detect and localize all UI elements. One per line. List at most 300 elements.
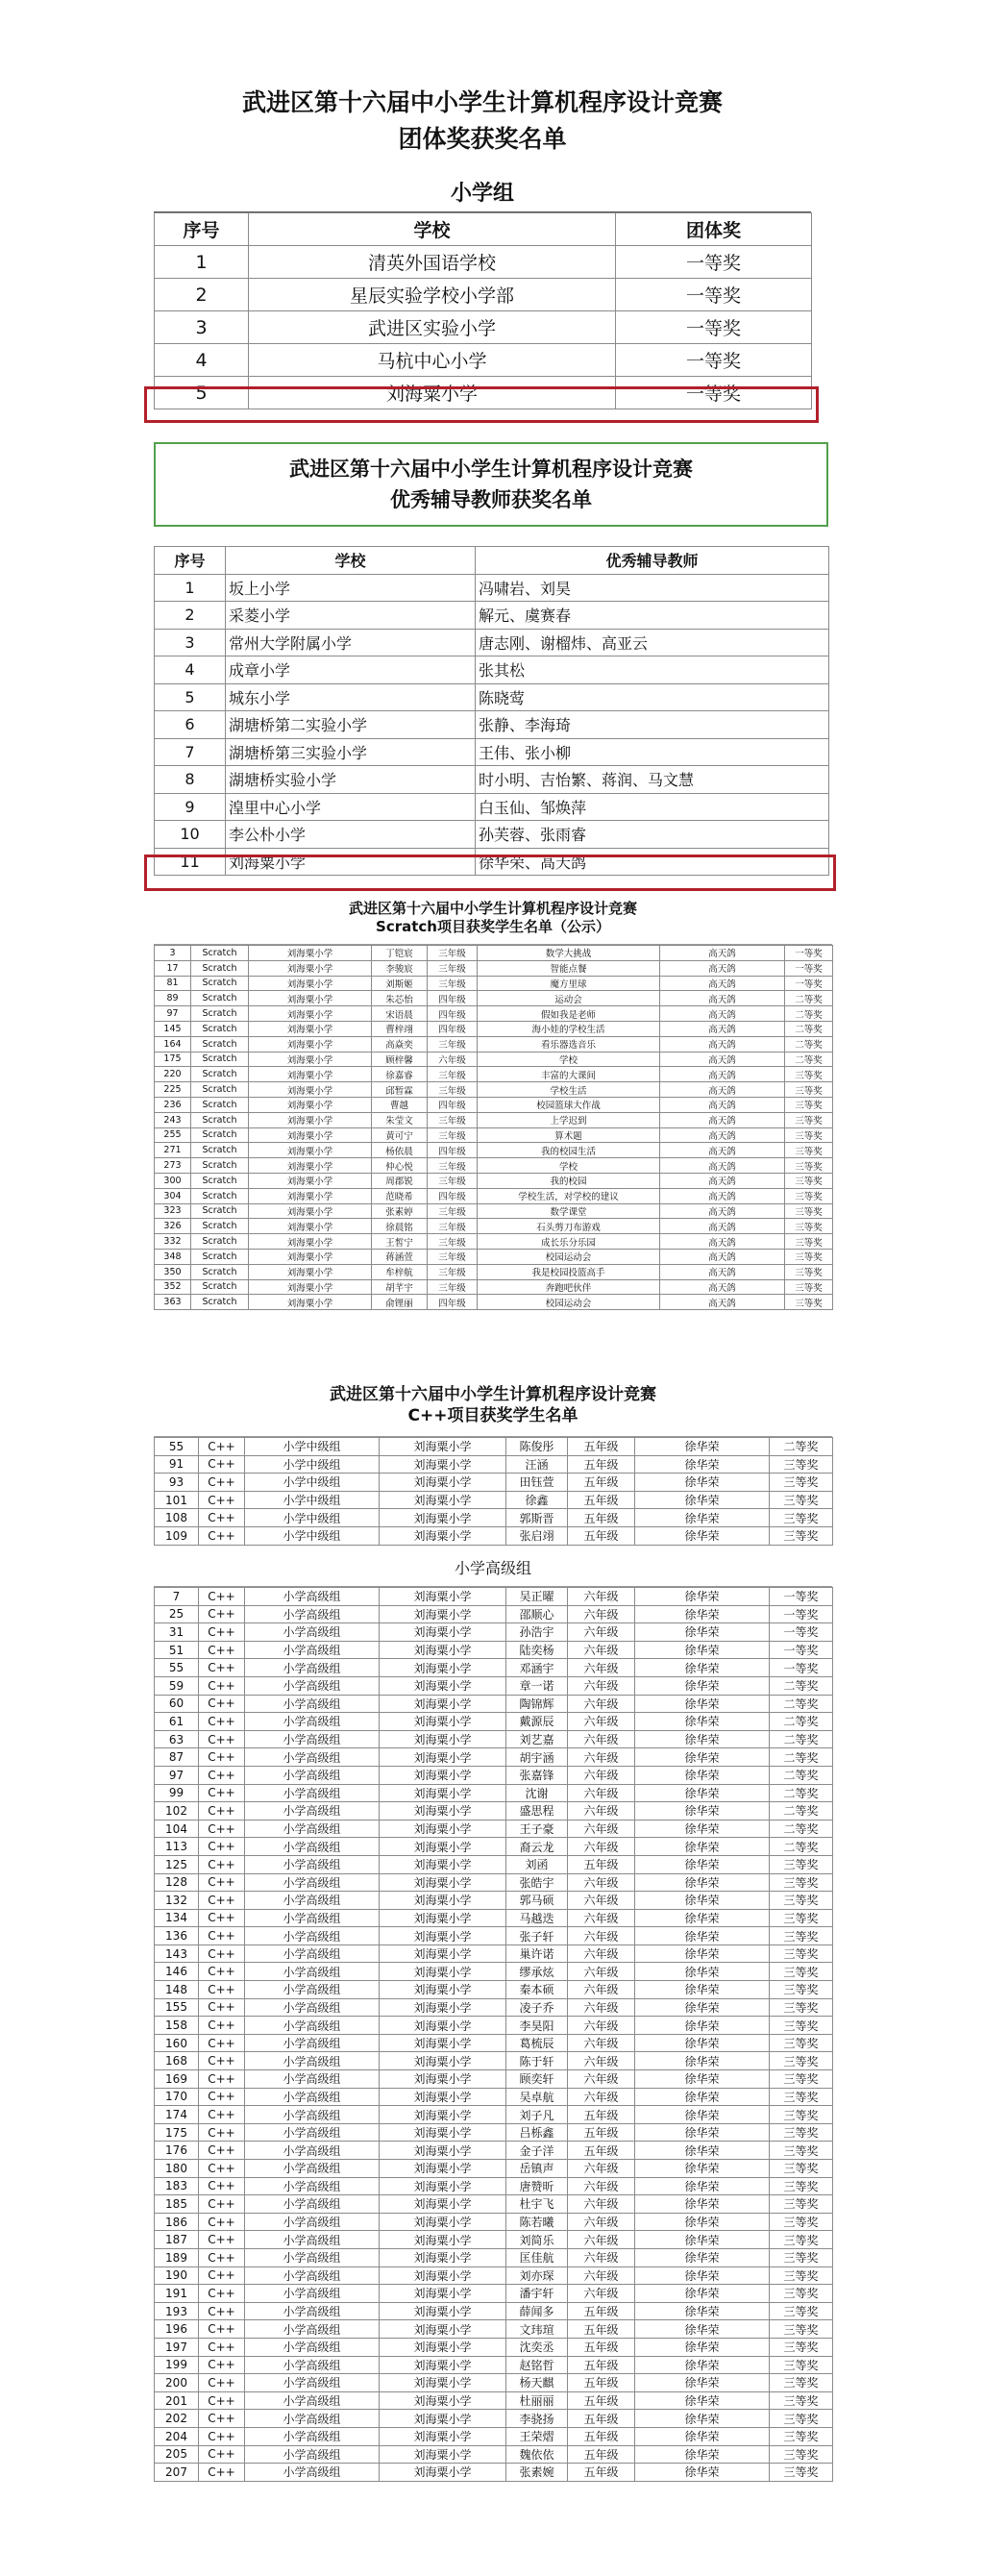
table-row: [155, 1112, 833, 1127]
table-cell: 刘海粟小学: [249, 1173, 372, 1188]
table-cell: 刘海粟小学: [380, 2231, 506, 2249]
table-cell: 徐华荣: [635, 1455, 770, 1474]
table-cell: 刘海粟小学: [380, 1927, 506, 1945]
table-cell: 132: [155, 1892, 199, 1910]
table-cell: 徐华荣: [635, 2338, 770, 2356]
table-cell: 134: [155, 1909, 199, 1927]
table-cell: 徐华荣: [635, 1491, 770, 1509]
table-cell: 宋语晨: [372, 1006, 428, 1022]
table-cell: 徐华荣: [635, 2285, 770, 2303]
table-cell: 三等奖: [770, 2464, 833, 2482]
table-cell: 金子洋: [506, 2142, 568, 2160]
table-cell: 196: [155, 2320, 199, 2339]
table-cell: 六年级: [568, 2177, 635, 2195]
table-cell: 小学高级组: [245, 2248, 380, 2266]
table-row: [155, 738, 829, 766]
table-row: [155, 2464, 833, 2482]
table-row: [155, 976, 833, 991]
table-row: [155, 711, 829, 739]
table-cell: 刘海粟小学: [380, 2088, 506, 2106]
table-cell: C++: [199, 2177, 245, 2195]
table-cell: 3: [155, 946, 191, 961]
table-cell: 三等奖: [770, 2052, 833, 2070]
table-cell: 三年级: [428, 1127, 478, 1143]
scratch-award-section: [154, 900, 832, 1323]
table-cell: 小学高级组: [245, 2160, 380, 2178]
table-cell: 高焱奕: [372, 1036, 428, 1052]
table-cell: 97: [155, 1006, 191, 1022]
table-cell: 小学高级组: [245, 1784, 380, 1802]
table-row: [155, 1491, 833, 1509]
table-cell: C++: [199, 1838, 245, 1856]
table-cell: 陆奕杨: [506, 1641, 568, 1659]
table-cell: 小学高级组: [245, 2338, 380, 2356]
table-cell: 155: [155, 1998, 199, 2017]
table-cell: 352: [155, 1279, 191, 1295]
table-cell: 徐华荣: [635, 1784, 770, 1802]
table-cell: 271: [155, 1143, 191, 1158]
table-cell: 三等奖: [770, 1981, 833, 1999]
table-cell: 四年级: [428, 1006, 478, 1022]
table-cell: Scratch: [191, 1219, 249, 1234]
table-cell: 197: [155, 2338, 199, 2356]
table-cell: 180: [155, 2160, 199, 2178]
table-cell: 六年级: [568, 2160, 635, 2178]
table-cell: 二等奖: [770, 1438, 833, 1456]
table-cell: C++: [199, 2195, 245, 2214]
table-cell: 汪涵: [506, 1455, 568, 1474]
table-cell: 一等奖: [616, 377, 812, 409]
table-cell: 六年级: [568, 1623, 635, 1642]
table-cell: C++: [199, 2213, 245, 2231]
table-cell: 邵顺心: [506, 1605, 568, 1623]
table-cell: 吕栎鑫: [506, 2123, 568, 2142]
table-cell: 一等奖: [770, 1641, 833, 1659]
table-cell: C++: [199, 2427, 245, 2445]
table-cell: 174: [155, 2106, 199, 2124]
table-row: [155, 1279, 833, 1295]
table-cell: C++: [199, 2464, 245, 2482]
table-cell: C++: [199, 2445, 245, 2464]
table-cell: 小学高级组: [245, 1605, 380, 1623]
table-cell: 刘函: [506, 1855, 568, 1873]
table-cell: C++: [199, 1855, 245, 1873]
table-row: [155, 1838, 833, 1856]
table-cell: 唐赞昕: [506, 2177, 568, 2195]
table-cell: 89: [155, 991, 191, 1006]
table-row: [155, 1127, 833, 1143]
table-cell: 刘海粟小学: [380, 1998, 506, 2017]
table-row: [155, 629, 829, 656]
cpp-middle-body: [155, 1438, 833, 1546]
table-cell: C++: [199, 2320, 245, 2339]
table-row: [155, 1892, 833, 1910]
table-cell: 三等奖: [785, 1097, 833, 1112]
table-cell: 刘海粟小学: [380, 1659, 506, 1677]
table-row: [155, 2285, 833, 2303]
table-cell: 刘海粟小学: [380, 2248, 506, 2266]
table-cell: 326: [155, 1219, 191, 1234]
table-cell: 三等奖: [770, 2034, 833, 2052]
table-cell: 徐华荣: [635, 1509, 770, 1527]
table-cell: C++: [199, 2160, 245, 2178]
table-cell: 李骁扬: [506, 2410, 568, 2428]
table-cell: C++: [199, 2106, 245, 2124]
table-cell: 徐华荣: [635, 2231, 770, 2249]
table-cell: 176: [155, 2142, 199, 2160]
table-cell: C++: [199, 1676, 245, 1695]
table-cell: Scratch: [191, 960, 249, 976]
table-cell: 黄可宁: [372, 1127, 428, 1143]
table-row: [155, 2248, 833, 2266]
table-cell: 刘海粟小学: [380, 2374, 506, 2392]
table-row: [155, 1695, 833, 1713]
table-cell: Scratch: [191, 1188, 249, 1203]
table-cell: 小学高级组: [245, 2356, 380, 2374]
table-cell: 徐华荣: [635, 1676, 770, 1695]
table-cell: C++: [199, 2052, 245, 2070]
table-cell: 徐华荣: [635, 2034, 770, 2052]
table-cell: Scratch: [191, 991, 249, 1006]
table-cell: 1: [155, 246, 249, 279]
table-cell: 六年级: [568, 2213, 635, 2231]
table-cell: C++: [199, 2231, 245, 2249]
table-cell: 二等奖: [770, 1748, 833, 1767]
table-cell: 三等奖: [770, 2177, 833, 2195]
table-row: [155, 683, 829, 711]
teacher-highlight-box: [144, 855, 836, 891]
table-cell: 徐华荣: [635, 2160, 770, 2178]
table-cell: 小学高级组: [245, 2266, 380, 2285]
table-cell: 高天鸽: [660, 1143, 785, 1158]
table-cell: 徐华荣: [635, 1855, 770, 1873]
table-cell: 一等奖: [616, 246, 812, 279]
table-cell: 学校生活: [478, 1082, 660, 1098]
table-cell: 243: [155, 1112, 191, 1127]
table-cell: 仲心悦: [372, 1158, 428, 1174]
table-cell: Scratch: [191, 1173, 249, 1188]
table-cell: 张静、李海琦: [476, 711, 829, 739]
table-cell: 刘海粟小学: [380, 2160, 506, 2178]
table-cell: 运动会: [478, 991, 660, 1006]
table-cell: 高天鸽: [660, 1112, 785, 1127]
table-cell: 刘海粟小学: [249, 1264, 372, 1279]
table-cell: 小学高级组: [245, 1820, 380, 1838]
table-cell: 海小娃的学校生活: [478, 1021, 660, 1036]
table-cell: 徐华荣: [635, 2070, 770, 2089]
table-cell: C++: [199, 1588, 245, 1606]
table-cell: C++: [199, 1802, 245, 1821]
table-cell: 高天鸽: [660, 1127, 785, 1143]
table-cell: 145: [155, 1021, 191, 1036]
table-cell: 205: [155, 2445, 199, 2464]
table-cell: 236: [155, 1097, 191, 1112]
cpp-high-table: [154, 1587, 833, 2482]
table-row: [155, 1820, 833, 1838]
table-cell: 徐华荣: [635, 2356, 770, 2374]
cpp-high-title: 小学高级组: [454, 1559, 531, 1577]
table-cell: 刘海粟小学: [380, 1784, 506, 1802]
table-cell: 刘海粟小学: [380, 2285, 506, 2303]
table-cell: Scratch: [191, 976, 249, 991]
table-cell: 刘海粟小学: [380, 1981, 506, 1999]
table-cell: 三等奖: [770, 2410, 833, 2428]
table-cell: 刘海粟小学: [380, 1855, 506, 1873]
table-cell: 2: [155, 279, 249, 311]
table-cell: 刘海粟小学: [249, 960, 372, 976]
table-cell: 三等奖: [770, 2070, 833, 2089]
table-cell: 高天鸽: [660, 1219, 785, 1234]
table-cell: 杜丽丽: [506, 2391, 568, 2410]
table-cell: 范晓希: [372, 1188, 428, 1203]
table-cell: 三等奖: [785, 1264, 833, 1279]
scratch-title-line2: Scratch项目获奖学生名单（公示）: [376, 918, 610, 935]
table-row: [155, 1713, 833, 1731]
table-cell: 盛思程: [506, 1802, 568, 1821]
table-row: [155, 279, 812, 311]
table-row: [155, 2338, 833, 2356]
table-cell: C++: [199, 1438, 245, 1456]
table-cell: 校园运动会: [478, 1249, 660, 1264]
table-cell: 魏依依: [506, 2445, 568, 2464]
table-cell: 255: [155, 1127, 191, 1143]
table-cell: 徐华荣: [635, 1927, 770, 1945]
table-cell: 徐华荣: [635, 2052, 770, 2070]
table-cell: 高天鸽: [660, 1021, 785, 1036]
table-cell: 204: [155, 2427, 199, 2445]
table-cell: 六年级: [568, 1588, 635, 1606]
table-cell: 石头剪刀布游戏: [478, 1219, 660, 1234]
table-cell: 小学高级组: [245, 1623, 380, 1642]
table-cell: 小学高级组: [245, 2320, 380, 2339]
table-cell: 小学高级组: [245, 1588, 380, 1606]
table-cell: 二等奖: [770, 1838, 833, 1856]
table-cell: 刘海粟小学: [380, 2142, 506, 2160]
table-row: [155, 2177, 833, 2195]
table-cell: 徐华荣: [635, 2374, 770, 2392]
table-cell: 189: [155, 2248, 199, 2266]
table-cell: 185: [155, 2195, 199, 2214]
table-cell: 张嘉锋: [506, 1766, 568, 1784]
table-cell: C++: [199, 1981, 245, 1999]
table-cell: 徐华荣: [635, 1641, 770, 1659]
table-cell: 徐华荣: [635, 1474, 770, 1492]
table-cell: 徐华荣: [635, 2123, 770, 2142]
table-cell: C++: [199, 2391, 245, 2410]
table-cell: 六年级: [568, 1944, 635, 1963]
table-cell: 91: [155, 1455, 199, 1474]
cpp-high-body: [155, 1588, 833, 2482]
table-cell: 刘海粟小学: [380, 2445, 506, 2464]
table-cell: 三年级: [428, 1249, 478, 1264]
table-cell: 戴源辰: [506, 1713, 568, 1731]
table-row: [155, 2034, 833, 2052]
table-cell: C++: [199, 1820, 245, 1838]
table-cell: 清英外国语学校: [249, 246, 616, 279]
table-cell: 三等奖: [785, 1112, 833, 1127]
table-cell: 湖塘桥第三实验小学: [226, 738, 476, 766]
table-cell: 徐华荣: [635, 1713, 770, 1731]
table-cell: 六年级: [568, 1963, 635, 1981]
table-row: [155, 793, 829, 821]
table-cell: 六年级: [568, 1981, 635, 1999]
table-cell: 一等奖: [616, 279, 812, 311]
table-cell: Scratch: [191, 1006, 249, 1022]
table-cell: 五年级: [568, 1438, 635, 1456]
table-cell: 小学高级组: [245, 2464, 380, 2482]
table-cell: 刘海粟小学: [380, 1944, 506, 1963]
table-cell: 六年级: [568, 1713, 635, 1731]
table-cell: 63: [155, 1730, 199, 1748]
table-cell: 二等奖: [770, 1820, 833, 1838]
filter-row: [154, 1578, 832, 1587]
table-cell: 智能点餐: [478, 960, 660, 976]
table-cell: 学校生活，对学校的建议: [478, 1188, 660, 1203]
table-cell: 刘海粟小学: [380, 1873, 506, 1892]
table-cell: 小学高级组: [245, 1713, 380, 1731]
table-cell: 三等奖: [785, 1158, 833, 1174]
table-cell: 刘海粟小学: [380, 2410, 506, 2428]
table-cell: 高天鸽: [660, 1279, 785, 1295]
table-cell: 300: [155, 1173, 191, 1188]
table-cell: 小学高级组: [245, 1944, 380, 1963]
table-cell: 三等奖: [785, 1295, 833, 1310]
table-cell: 刘海粟小学: [380, 1588, 506, 1606]
table-cell: 徐华荣: [635, 1838, 770, 1856]
table-cell: 五年级: [568, 2302, 635, 2320]
table-cell: 170: [155, 2088, 199, 2106]
table-cell: 魔方里球: [478, 976, 660, 991]
table-row: [155, 2160, 833, 2178]
table-cell: 徐华荣: [635, 1748, 770, 1767]
table-cell: 岳镇声: [506, 2160, 568, 2178]
table-row: [155, 960, 833, 976]
table-cell: 裔云龙: [506, 1838, 568, 1856]
table-cell: 唐志刚、谢榴炜、高亚云: [476, 629, 829, 656]
table-cell: C++: [199, 1998, 245, 2017]
table-cell: 三等奖: [770, 2445, 833, 2464]
table-cell: 刘海粟小学: [249, 1036, 372, 1052]
table-cell: 小学高级组: [245, 2088, 380, 2106]
table-cell: 湖塘桥第二实验小学: [226, 711, 476, 739]
table-cell: 徐华荣: [635, 2177, 770, 2195]
table-cell: 三等奖: [770, 1998, 833, 2017]
table-cell: 109: [155, 1526, 199, 1545]
table-cell: 刘海粟小学: [249, 1021, 372, 1036]
table-cell: 常州大学附属小学: [226, 629, 476, 656]
table-cell: 赵铭哲: [506, 2356, 568, 2374]
header-cell: 学校: [226, 547, 476, 575]
table-cell: 五年级: [568, 2427, 635, 2445]
header-cell: 学校: [249, 213, 616, 246]
header-cell: 优秀辅导教师: [476, 547, 829, 575]
table-cell: 学校: [478, 1052, 660, 1067]
table-cell: 六年级: [568, 1802, 635, 1821]
table-cell: 葛梳辰: [506, 2034, 568, 2052]
table-cell: 148: [155, 1981, 199, 1999]
table-cell: 高天鸽: [660, 1203, 785, 1219]
table-cell: 小学高级组: [245, 2213, 380, 2231]
table-cell: 刘海粟小学: [380, 2213, 506, 2231]
table-cell: 三等奖: [785, 1143, 833, 1158]
table-cell: 田钰萱: [506, 1474, 568, 1492]
table-cell: 193: [155, 2302, 199, 2320]
table-cell: 刘海粟小学: [380, 2106, 506, 2124]
table-cell: 128: [155, 1873, 199, 1892]
table-row: [155, 1766, 833, 1784]
table-cell: Scratch: [191, 1264, 249, 1279]
table-cell: 刘海粟小学: [380, 2034, 506, 2052]
table-cell: 六年级: [568, 1838, 635, 1856]
table-cell: 348: [155, 1249, 191, 1264]
table-cell: 113: [155, 1838, 199, 1856]
table-cell: 张子轩: [506, 1927, 568, 1945]
table-cell: 六年级: [568, 1873, 635, 1892]
table-cell: 缪承炫: [506, 1963, 568, 1981]
table-cell: 三年级: [428, 1082, 478, 1098]
table-row: [155, 1802, 833, 1821]
table-cell: 六年级: [568, 1659, 635, 1677]
table-row: [155, 1909, 833, 1927]
table-row: [155, 1855, 833, 1873]
table-cell: 刘海粟小学: [380, 1892, 506, 1910]
table-cell: 徐华荣: [635, 1730, 770, 1748]
table-cell: 小学高级组: [245, 2410, 380, 2428]
team-highlight-box: [144, 386, 819, 423]
table-cell: 三年级: [428, 1112, 478, 1127]
table-row: [155, 344, 812, 377]
table-cell: 曹梓翊: [372, 1021, 428, 1036]
table-row: [155, 1963, 833, 1981]
table-cell: 9: [155, 793, 226, 821]
table-cell: 7: [155, 738, 226, 766]
table-cell: 刘海粟小学: [249, 1295, 372, 1310]
table-cell: 高天鸽: [660, 1234, 785, 1250]
table-cell: 刘海粟小学: [249, 1067, 372, 1082]
table-row: [155, 1052, 833, 1067]
table-row: [155, 1455, 833, 1474]
table-cell: Scratch: [191, 1097, 249, 1112]
table-cell: 三等奖: [785, 1219, 833, 1234]
table-cell: C++: [199, 1963, 245, 1981]
table-cell: 刘海粟小学: [249, 991, 372, 1006]
table-cell: C++: [199, 2374, 245, 2392]
table-cell: 刘海粟小学: [380, 1730, 506, 1748]
table-cell: C++: [199, 1474, 245, 1492]
table-cell: 六年级: [568, 2070, 635, 2089]
table-cell: 成章小学: [226, 656, 476, 684]
table-cell: 小学高级组: [245, 2231, 380, 2249]
header-cell: 序号: [155, 213, 249, 246]
table-cell: C++: [199, 2070, 245, 2089]
table-cell: 高天鸽: [660, 1067, 785, 1082]
table-cell: 三等奖: [770, 1927, 833, 1945]
table-cell: 刘海粟小学: [380, 2070, 506, 2089]
table-cell: 刘海粟小学: [380, 1641, 506, 1659]
table-cell: 刘海粟小学: [380, 1474, 506, 1492]
table-cell: 奔跑吧伙伴: [478, 1279, 660, 1295]
table-cell: 刘海粟小学: [226, 848, 476, 876]
team-title-line2: 团体奖获奖名单: [398, 125, 567, 153]
table-cell: 顾梓馨: [372, 1052, 428, 1067]
table-row: [155, 2195, 833, 2214]
table-cell: 51: [155, 1641, 199, 1659]
table-cell: 徐华荣: [635, 1873, 770, 1892]
table-cell: 刘海粟小学: [380, 1713, 506, 1731]
table-cell: 183: [155, 2177, 199, 2195]
table-cell: 高天鸽: [660, 1036, 785, 1052]
team-table-header: [155, 213, 812, 246]
